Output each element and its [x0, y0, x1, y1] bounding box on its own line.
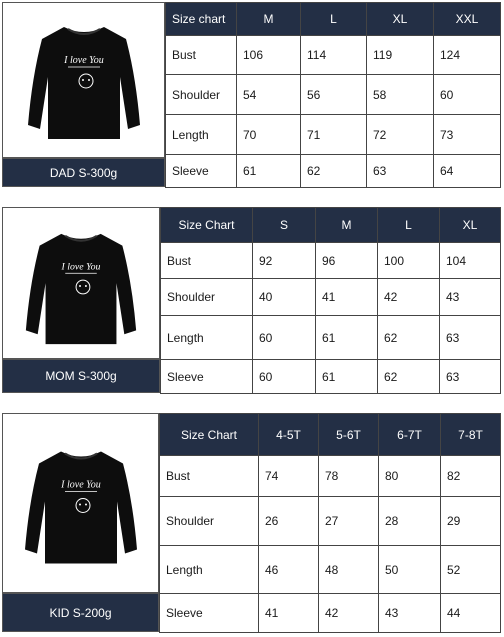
- table-cell: 73: [434, 115, 501, 155]
- table-header-cell: L: [378, 208, 440, 243]
- table-cell: 62: [378, 360, 440, 394]
- table-cell: 71: [301, 115, 367, 155]
- table-cell: 70: [237, 115, 301, 155]
- kid-size-block: [2, 413, 500, 632]
- table-row: [166, 36, 501, 75]
- dad-sweatshirt-image: [2, 2, 165, 158]
- table-cell: 46: [259, 546, 319, 594]
- row-label: Bust: [161, 243, 253, 279]
- row-label: Shoulder: [160, 497, 259, 546]
- table-cell: 41: [316, 279, 378, 316]
- mom-sweatshirt-image: [2, 207, 160, 359]
- table-cell: 63: [440, 316, 501, 360]
- row-label: Bust: [166, 36, 237, 75]
- row-label: Length: [161, 316, 253, 360]
- table-row: [161, 243, 501, 279]
- table-header-cell: XL: [440, 208, 501, 243]
- table-cell: 72: [367, 115, 434, 155]
- table-row: [160, 456, 501, 497]
- table-header-cell: M: [237, 3, 301, 36]
- dad-size-table: [165, 2, 501, 188]
- table-cell: 92: [253, 243, 316, 279]
- table-cell: 54: [237, 75, 301, 115]
- table-cell: 82: [441, 456, 501, 497]
- table-cell: 80: [379, 456, 441, 497]
- row-label: Bust: [160, 456, 259, 497]
- table-cell: 64: [434, 155, 501, 188]
- dad-size-block: [2, 2, 500, 187]
- table-cell: 44: [441, 594, 501, 633]
- table-cell: 42: [378, 279, 440, 316]
- table-row: [161, 316, 501, 360]
- table-row: [161, 360, 501, 394]
- table-header-cell: S: [253, 208, 316, 243]
- table-header-cell: XL: [367, 3, 434, 36]
- table-cell: 58: [367, 75, 434, 115]
- table-header-cell: M: [316, 208, 378, 243]
- mom-size-block: [2, 207, 500, 393]
- row-label: Sleeve: [160, 594, 259, 633]
- table-row: [160, 546, 501, 594]
- table-cell: 48: [319, 546, 379, 594]
- table-header-cell: Size Chart: [160, 414, 259, 456]
- table-row: [160, 497, 501, 546]
- mom-weight-caption: MOM S-300g: [2, 359, 160, 393]
- table-cell: 61: [316, 360, 378, 394]
- table-header-cell: 7-8T: [441, 414, 501, 456]
- table-cell: 56: [301, 75, 367, 115]
- table-cell: 29: [441, 497, 501, 546]
- table-cell: 106: [237, 36, 301, 75]
- table-cell: 124: [434, 36, 501, 75]
- row-label: Shoulder: [166, 75, 237, 115]
- mom-size-table: [160, 207, 501, 394]
- shirt-print-text: I love You: [63, 55, 104, 66]
- table-row: [166, 75, 501, 115]
- kid-sweatshirt-image: [2, 413, 159, 593]
- kid-weight-caption: KID S-200g: [2, 593, 159, 632]
- table-header-cell: Size chart: [166, 3, 237, 36]
- table-cell: 60: [434, 75, 501, 115]
- table-cell: 41: [259, 594, 319, 633]
- shirt-print-text: I love You: [61, 261, 101, 273]
- table-cell: 52: [441, 546, 501, 594]
- row-label: Sleeve: [161, 360, 253, 394]
- table-cell: 50: [379, 546, 441, 594]
- sweatshirt-icon: [21, 224, 141, 352]
- table-cell: 40: [253, 279, 316, 316]
- shirt-print-text: I love You: [60, 479, 101, 491]
- table-cell: 26: [259, 497, 319, 546]
- table-row: [161, 279, 501, 316]
- table-cell: 60: [253, 360, 316, 394]
- table-header-cell: 4-5T: [259, 414, 319, 456]
- table-cell: 27: [319, 497, 379, 546]
- table-row: [166, 115, 501, 155]
- table-cell: 63: [367, 155, 434, 188]
- kid-size-table: [159, 413, 501, 633]
- table-cell: 28: [379, 497, 441, 546]
- table-cell: 62: [378, 316, 440, 360]
- row-label: Length: [166, 115, 237, 155]
- table-cell: 78: [319, 456, 379, 497]
- table-cell: 61: [237, 155, 301, 188]
- table-cell: 43: [379, 594, 441, 633]
- table-cell: 63: [440, 360, 501, 394]
- table-cell: 74: [259, 456, 319, 497]
- table-cell: 104: [440, 243, 501, 279]
- dad-weight-caption: DAD S-300g: [2, 158, 165, 187]
- table-cell: 43: [440, 279, 501, 316]
- sweatshirt-icon: [21, 439, 141, 574]
- table-row: [166, 155, 501, 188]
- table-cell: 114: [301, 36, 367, 75]
- table-row: [160, 594, 501, 633]
- table-cell: 42: [319, 594, 379, 633]
- table-cell: 62: [301, 155, 367, 188]
- row-label: Sleeve: [166, 155, 237, 188]
- row-label: Length: [160, 546, 259, 594]
- table-cell: 96: [316, 243, 378, 279]
- table-header-cell: XXL: [434, 3, 501, 36]
- table-cell: 100: [378, 243, 440, 279]
- table-cell: 119: [367, 36, 434, 75]
- row-label: Shoulder: [161, 279, 253, 316]
- table-cell: 61: [316, 316, 378, 360]
- sweatshirt-icon: [24, 17, 144, 147]
- table-header-cell: L: [301, 3, 367, 36]
- table-header-cell: Size Chart: [161, 208, 253, 243]
- table-header-cell: 6-7T: [379, 414, 441, 456]
- table-cell: 60: [253, 316, 316, 360]
- table-header-cell: 5-6T: [319, 414, 379, 456]
